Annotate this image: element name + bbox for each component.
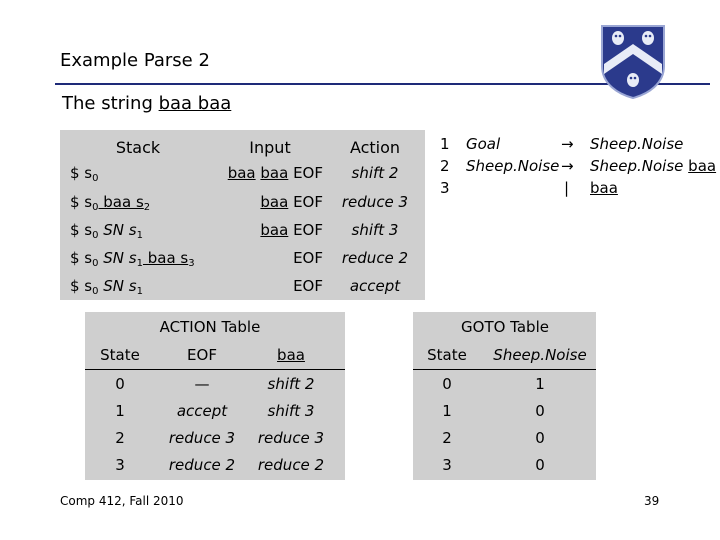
trace-row-stack: $ $s_0$ baa $s_2$: [70, 193, 151, 213]
grammar-rule-rhs: Sheep.Noise baa: [590, 157, 717, 175]
goto-table-panel: [413, 312, 596, 480]
action-table-baa: reduce 3: [257, 429, 325, 447]
action-table-eof: accept: [176, 402, 228, 420]
grammar-rule-alternative-bar: |: [564, 179, 570, 197]
action-table-header-state: State: [100, 346, 140, 364]
trace-row-input: baa baa EOF: [227, 164, 323, 182]
goto-table-value: 0: [535, 456, 545, 474]
trace-row-stack: $ $s_0$ SN $s_1$: [70, 221, 143, 241]
slide-title: Example Parse 2: [60, 50, 210, 71]
trace-header-action: Action: [349, 138, 401, 157]
goto-table-state: 3: [442, 456, 452, 474]
goto-table-value: 0: [535, 429, 545, 447]
action-table-state: 2: [115, 429, 125, 447]
grammar-rule-number: 1: [440, 135, 450, 153]
trace-row-action: shift 2: [351, 164, 399, 182]
trace-row-action: reduce 2: [341, 249, 409, 267]
action-table-eof: reduce 3: [168, 429, 236, 447]
slide-subtitle: [62, 93, 231, 114]
goto-table-value: 0: [535, 402, 545, 420]
action-table-eof: —: [194, 375, 210, 393]
shield-logo-icon: [598, 22, 668, 100]
goto-table-state: 1: [442, 402, 452, 420]
subtitle-string: baa baa: [158, 93, 232, 114]
trace-row-stack: $ $s_0$ SN $s_1$ baa $s_3$: [70, 249, 195, 269]
goto-table-header-state: State: [427, 346, 467, 364]
grammar-rule-lhs: Goal: [466, 135, 501, 153]
trace-row-action: accept: [349, 277, 401, 295]
goto-table-state: 0: [442, 375, 452, 393]
grammar-rule-lhs: Sheep.Noise: [466, 157, 560, 175]
goto-table-header-sheep-noise: Sheep.Noise: [493, 346, 587, 364]
trace-row-stack: $ $s_0$: [70, 164, 99, 184]
action-table-state: 1: [115, 402, 125, 420]
action-table-baa: reduce 2: [257, 456, 325, 474]
trace-row-input: baa EOF: [260, 193, 323, 211]
action-table-state: 0: [115, 375, 125, 393]
action-table-eof: reduce 2: [168, 456, 236, 474]
goto-table-title: GOTO Table: [461, 318, 549, 336]
trace-row-action: shift 3: [351, 221, 399, 239]
grammar-rule-number: 3: [440, 179, 450, 197]
trace-header-stack: Stack: [115, 138, 161, 157]
grammar-rule-number: 2: [440, 157, 450, 175]
action-table-panel: [85, 312, 345, 480]
goto-table-state: 2: [442, 429, 452, 447]
trace-row-input: baa EOF: [260, 221, 323, 239]
trace-row-input: EOF: [293, 249, 323, 267]
action-table-header-baa: baa: [277, 346, 305, 364]
action-table-baa: shift 3: [267, 402, 315, 420]
grammar-rule-arrow: →: [561, 157, 574, 175]
action-table-rule: [85, 369, 345, 370]
action-table-state: 3: [115, 456, 125, 474]
goto-table-rule: [413, 369, 596, 370]
page-number: 39: [644, 494, 660, 508]
grammar-rule-rhs: baa: [590, 179, 618, 197]
trace-row-action: reduce 3: [341, 193, 409, 211]
action-table-title: ACTION Table: [159, 318, 261, 336]
goto-table-value: 1: [535, 375, 545, 393]
subtitle-prefix: The string: [62, 93, 159, 114]
footer-course: Comp 412, Fall 2010: [60, 494, 184, 508]
trace-header-input: Input: [249, 138, 291, 157]
action-table-baa: shift 2: [267, 375, 315, 393]
trace-row-stack: $ $s_0$ SN $s_1$: [70, 277, 143, 297]
grammar-rule-rhs: Sheep.Noise: [590, 135, 684, 153]
trace-row-input: EOF: [293, 277, 323, 295]
action-table-header-eof: EOF: [187, 346, 217, 364]
grammar-rule-arrow: →: [561, 135, 574, 153]
